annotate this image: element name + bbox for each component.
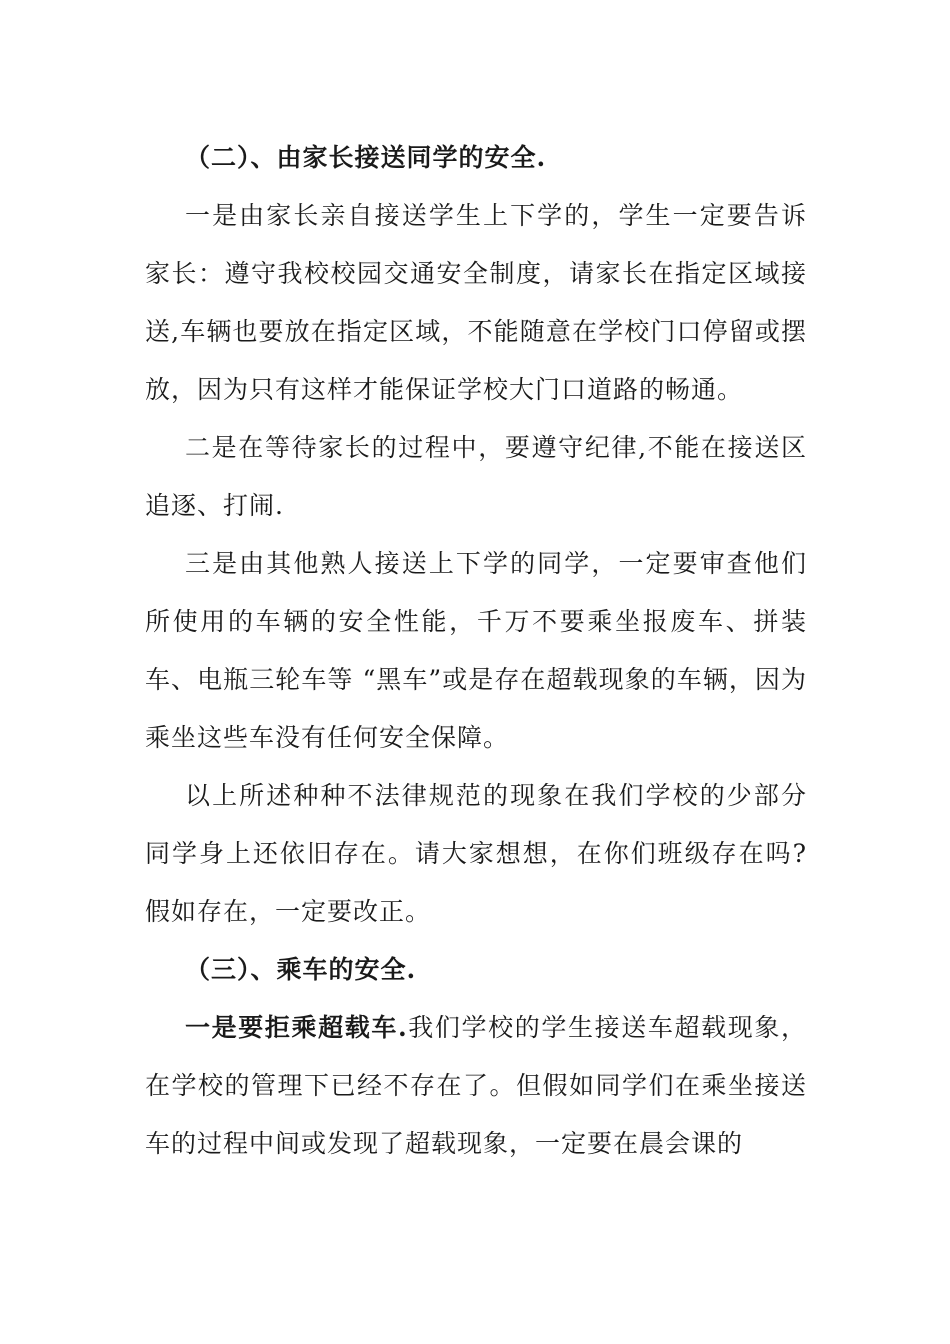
paragraph-overload [145, 999, 807, 1173]
paragraph-summary: 以上所述种种不法律规范的现象在我们学校的少部分同学身上还依旧存在。请大家想想，在你们班级存在吗?假如存在，一定要改正。 [145, 781, 807, 926]
section-heading-2: （二）、由家长接送同学的安全. [185, 143, 547, 172]
paragraph-lead-text: 一是要拒乘超载车. [185, 1013, 408, 1042]
paragraph-body-text: 我们学校的学生接送车超载现象，在学校的管理下已经不存在了。但假如同学们在乘坐接送车的过程中间或发现了超载现象，一定要在晨会课的 [145, 1013, 807, 1158]
paragraph-waiting: 二是在等待家长的过程中，要遵守纪律,不能在接送区追逐、打闹. [145, 433, 807, 520]
section-heading-3: （三）、乘车的安全. [185, 955, 417, 984]
paragraph-parent-pickup: 一是由家长亲自接送学生上下学的，学生一定要告诉家长：遵守我校校园交通安全制度，请家长在指定区域接送,车辆也要放在指定区域，不能随意在学校门口停留或摆放，因为只有这样才能保证学校大门口道路的畅通。 [145, 201, 807, 404]
paragraph-acquaintance-pickup: 三是由其他熟人接送上下学的同学，一定要审查他们所使用的车辆的安全性能，千万不要乘坐报废车、拼装车、电瓶三轮车等 “黑车”或是存在超载现象的车辆，因为乘坐这些车没有任何安全保障。 [145, 549, 807, 752]
document-body [145, 129, 807, 1173]
